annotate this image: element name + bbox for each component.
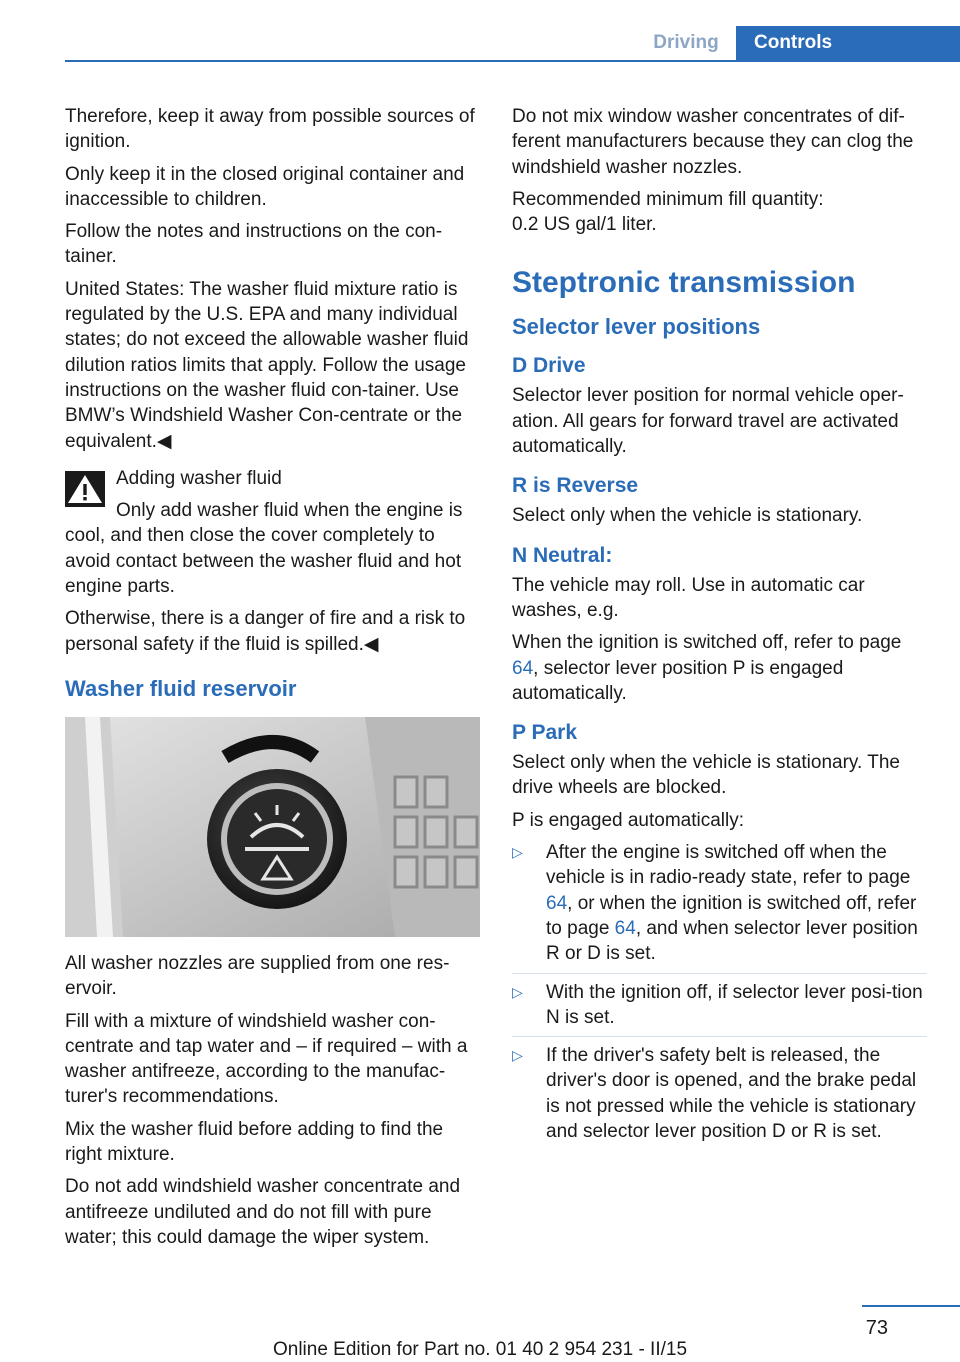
warning-title: Adding washer fluid (116, 467, 282, 489)
paragraph: All washer nozzles are supplied from one res-ervoir. (65, 952, 450, 1000)
section-tab-controls[interactable]: Controls (736, 26, 960, 60)
paragraph: Mix the washer fluid before adding to find the right mixture. (65, 1118, 444, 1166)
paragraph: Fill with a mixture of windshield washer con-centrate and tap water and – if required – with a washer antifreeze, according to the manufac-turer's recommendations. (65, 1010, 468, 1108)
warning-text: Only add washer fluid when the engine is cool, and then close the cover completely to avoid contact between the washer fluid and hot engine parts. (65, 500, 463, 598)
list-item (512, 980, 927, 1038)
page-link-64[interactable]: 64 (546, 892, 568, 914)
heading-selector-lever-positions: Selector lever positions (512, 314, 761, 340)
paragraph: Selector lever position for normal vehicle oper-ation. All gears for forward travel are activated automatically. (512, 385, 904, 458)
warning-triangle-icon (65, 471, 105, 507)
page-header (0, 0, 960, 62)
paragraph: Follow the notes and instructions on the con-tainer. (65, 221, 443, 268)
edition-text: Online Edition for Part no. 01 40 2 954 231 - II/15 (272, 1339, 688, 1360)
list-item (512, 1043, 927, 1150)
heading-n-neutral: N Neutral: (512, 543, 613, 567)
list-item (512, 840, 927, 973)
triangle-bullet-icon: ▷ (512, 1047, 523, 1064)
fill-quantity-value: 0.2 US gal/1 liter. (512, 214, 657, 236)
park-conditions-list (512, 840, 927, 1150)
paragraph: Select only when the vehicle is stationary. (512, 505, 863, 527)
paragraph: Select only when the vehicle is stationary. The drive wheels are blocked. (512, 752, 900, 799)
page-footer (0, 1305, 960, 1362)
paragraph: Therefore, keep it away from possible sources of ignition. (65, 106, 475, 153)
washer-reservoir-photo (65, 717, 480, 937)
paragraph (512, 630, 927, 706)
text-span: With the ignition off, if selector lever posi-tion N is set. (546, 981, 923, 1028)
heading-p-park: P Park (512, 721, 577, 745)
text-span: , and when selector lever position R or D is set. (546, 917, 918, 965)
header-rule (65, 60, 960, 62)
paragraph: Do not mix window washer concentrates of dif-ferent manufacturers because they can clog the windshield washer nozzles. (512, 106, 914, 178)
warning-block (65, 461, 480, 657)
section-tab-driving[interactable]: Driving (653, 32, 719, 53)
text-span: , or when the ignition is switched off, refer to page (546, 892, 917, 939)
paragraph (512, 187, 927, 238)
heading-washer-fluid-reservoir: Washer fluid reservoir (65, 675, 297, 701)
paragraph: The vehicle may roll. Use in automatic car washes, e.g. (512, 574, 865, 621)
page-link-64[interactable]: 64 (614, 917, 636, 939)
reservoir-cap-illustration (65, 717, 480, 937)
warning-text: Otherwise, there is a danger of fire and a risk to personal safety if the fluid is spilled.◀ (65, 608, 466, 655)
triangle-bullet-icon: ▷ (512, 844, 523, 861)
text-span: After the engine is switched off when the vehicle is in radio-ready state, refer to page (546, 842, 911, 889)
heading-r-reverse: R is Reverse (512, 474, 639, 498)
text-span: , selector lever position P is engaged automatically. (512, 657, 844, 704)
footer-rule (862, 1305, 960, 1307)
paragraph: Only keep it in the closed original container and inaccessible to children. (65, 163, 465, 210)
paragraph: Do not add windshield washer concentrate and antifreeze undiluted and do not fill with pure water; this could damage the wiper system. (65, 1176, 461, 1248)
heading-steptronic-transmission: Steptronic transmission (512, 266, 856, 300)
triangle-bullet-icon: ▷ (512, 983, 523, 1000)
left-column (65, 104, 480, 1257)
page-number: 73 (865, 1317, 888, 1339)
text-span: When the ignition is switched off, refer to page (512, 632, 902, 654)
heading-d-drive: D Drive (512, 354, 586, 378)
text-span: If the driver's safety belt is released, the driver's door is opened, and the brake pedal is not pressed while the vehicle is stationary and selector lever position D or R is set. (546, 1045, 917, 1143)
paragraph: P is engaged automatically: (512, 809, 745, 831)
page-link-64[interactable]: 64 (512, 657, 534, 679)
right-column (512, 104, 927, 1156)
fill-quantity-label: Recommended minimum fill quantity: (512, 188, 824, 210)
paragraph: United States: The washer fluid mixture ratio is regulated by the U.S. EPA and many individual states; do not exceed the allowable washer fluid dilution ratios limits that apply. Follow the usage instructions on the washer fluid con-tainer. Use BMW’s Windshield Washer Con-centrate or the equivalent.◀ (65, 278, 469, 452)
